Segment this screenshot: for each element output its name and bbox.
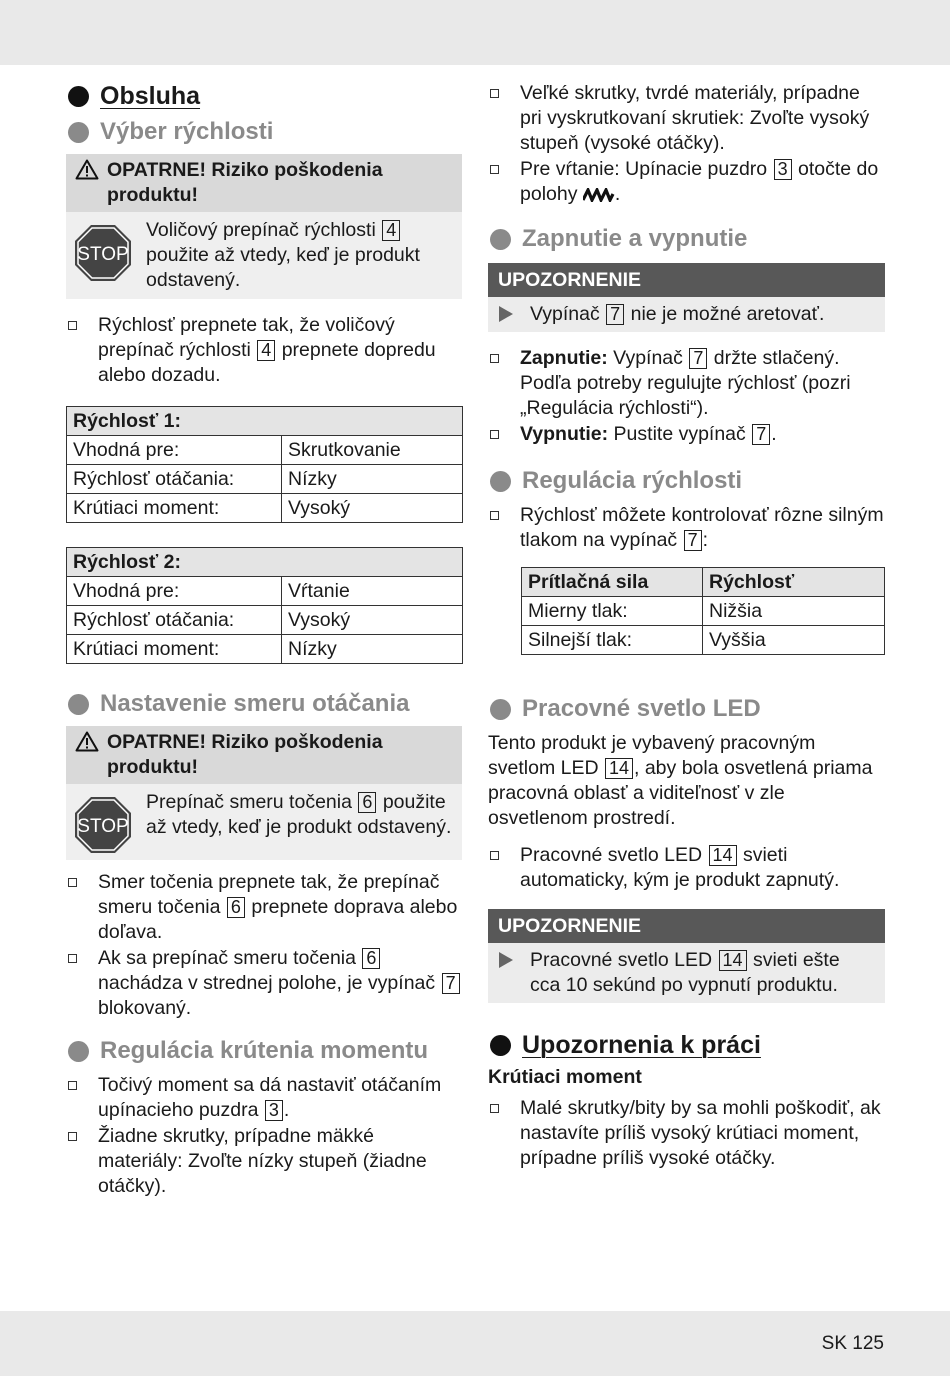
page-number: SK 125 <box>821 1333 884 1354</box>
warning-triangle-icon <box>75 731 99 752</box>
caution-body <box>66 784 462 860</box>
footer-band <box>0 1311 950 1376</box>
table-row: Rýchlosť otáčania: Vysoký <box>67 606 463 635</box>
list-item: Točivý moment sa dá nastaviť otáčaním upínacieho puzdra 3 . <box>66 1073 462 1123</box>
section-heading-obsluha: Obsluha <box>66 80 462 112</box>
bullet-dot <box>68 122 89 143</box>
table-row: Krútiaci moment: Nízky <box>67 635 463 664</box>
regulation-instructions <box>488 503 885 553</box>
heading-zapnutie: Zapnutie a vypnutie <box>488 223 885 255</box>
part-number: 14 <box>719 950 747 971</box>
checkbox-bullet-icon <box>68 321 77 330</box>
table-header: Rýchlosť 1: <box>67 407 463 436</box>
arrow-right-icon <box>499 306 513 322</box>
checkbox-bullet-icon <box>490 89 499 98</box>
stop-sign-icon <box>74 224 132 282</box>
checkbox-bullet-icon <box>490 430 499 439</box>
list-item: Vypnutie: Pustite vypínač 7 . <box>488 422 885 447</box>
heading-regulacia-krutenia: Regulácia krútenia momentu <box>66 1035 462 1067</box>
bullet-dot <box>68 86 89 107</box>
speed2-table <box>66 547 463 664</box>
table-row: Krútiaci moment: Vysoký <box>67 494 463 523</box>
direction-instructions <box>66 870 462 1021</box>
part-number: 6 <box>358 792 376 813</box>
table-row: Vhodná pre: Vŕtanie <box>67 577 463 606</box>
torque-instructions-cont <box>488 81 885 207</box>
part-number: 4 <box>382 220 400 241</box>
led-instructions <box>488 843 885 893</box>
arrow-right-icon <box>499 952 513 968</box>
svg-text:STOP: STOP <box>77 816 129 837</box>
list-item: Smer točenia prepnete tak, že prepínač smeru točenia 6 prepnete doprava alebo doľava. <box>66 870 462 945</box>
subheading-krutiaci-moment: Krútiaci moment <box>488 1066 642 1088</box>
checkbox-bullet-icon <box>490 1104 499 1113</box>
note-body: Pracovné svetlo LED 14 svieti ešte cca 10 sekúnd po vypnutí produktu. <box>488 943 885 1003</box>
list-item: Pre vŕtanie: Upínacie puzdro 3 otočte do polohy . <box>488 157 885 207</box>
caution-text: Prepínač smeru točenia 6 použite až vtedy, keď je produkt odstavený. <box>146 791 452 838</box>
left-column <box>66 78 462 1200</box>
caution-header: OPATRNE! Riziko poškodenia produktu! <box>66 726 462 784</box>
heading-regulacia-rychlosti: Regulácia rýchlosti <box>488 465 885 497</box>
part-number: 3 <box>265 1100 283 1121</box>
caution-header: OPATRNE! Riziko poškodenia produktu! <box>66 154 462 212</box>
part-number: 7 <box>606 304 624 325</box>
part-number: 7 <box>689 348 707 369</box>
bullet-dot <box>490 229 511 250</box>
list-item: Ak sa prepínač smeru točenia 6 nachádza v strednej polohe, je vypínač 7 blokovaný. <box>66 946 462 1021</box>
part-number: 7 <box>752 424 770 445</box>
table-row: Rýchlosť otáčania: Nízky <box>67 465 463 494</box>
list-item: Žiadne skrutky, prípadne mäkké materiály: Zvoľte nízky stupeň (žiadne otáčky). <box>66 1124 462 1199</box>
bullet-dot <box>490 699 511 720</box>
part-number: 6 <box>362 948 380 969</box>
speed-instructions <box>66 313 462 388</box>
checkbox-bullet-icon <box>68 1081 77 1090</box>
part-number: 7 <box>442 973 460 994</box>
note-header: UPOZORNENIE <box>488 263 885 297</box>
drill-mode-icon <box>583 188 615 202</box>
list-item: Veľké skrutky, tvrdé materiály, prípadne pri vyskrutkovaní skrutiek: Zvoľte vysoký stupeň (vysoké otáčky). <box>488 81 885 156</box>
table-row: Mierny tlak: Nižšia <box>522 597 885 626</box>
part-number: 4 <box>257 340 275 361</box>
part-number: 7 <box>684 530 702 551</box>
part-number: 14 <box>709 845 737 866</box>
checkbox-bullet-icon <box>68 954 77 963</box>
heading-pracovne-svetlo: Pracovné svetlo LED <box>488 693 885 725</box>
part-number: 14 <box>605 758 633 779</box>
torque-instructions <box>66 1073 462 1199</box>
note-box-led <box>488 909 885 1003</box>
stop-sign-icon <box>74 796 132 854</box>
led-paragraph: Tento produkt je vybavený pracovným svetlom LED 14 , aby bola osvetlená priama pracovná oblasť a viditeľnosť v zle osvetlenom prostredí. <box>488 732 873 829</box>
caution-box-direction <box>66 726 462 860</box>
bullet-dot <box>68 1041 89 1062</box>
checkbox-bullet-icon <box>68 878 77 887</box>
svg-text:STOP: STOP <box>77 244 129 265</box>
pressure-table <box>521 567 885 655</box>
part-number: 6 <box>227 897 245 918</box>
checkbox-bullet-icon <box>68 1132 77 1141</box>
caution-body <box>66 212 462 299</box>
table-header-row: Prítlačná sila Rýchlosť <box>522 568 885 597</box>
speed1-table <box>66 406 463 523</box>
list-item: Pracovné svetlo LED 14 svieti automaticky, kým je produkt zapnutý. <box>488 843 885 893</box>
part-number: 3 <box>774 159 792 180</box>
checkbox-bullet-icon <box>490 511 499 520</box>
list-item: Malé skrutky/bity by sa mohli poškodiť, ak nastavíte príliš vysoký krútiaci moment, prípadne príliš vysoké otáčky. <box>488 1096 885 1171</box>
list-item: Zapnutie: Vypínač 7 držte stlačený. Podľa potreby regulujte rýchlosť (pozri „Regulácia rýchlosti“). <box>488 346 885 421</box>
top-band <box>0 0 950 65</box>
switch-instructions <box>488 346 885 447</box>
list-item: Rýchlosť môžete kontrolovať rôzne silným tlakom na vypínač 7 : <box>488 503 885 553</box>
bullet-dot <box>68 694 89 715</box>
work-notes <box>488 1096 885 1171</box>
caution-text: Voličový prepínač rýchlosti 4 použite až vtedy, keď je produkt odstavený. <box>146 219 420 291</box>
note-box-switch <box>488 263 885 332</box>
warning-triangle-icon <box>75 159 99 180</box>
caution-box-speed <box>66 154 462 299</box>
checkbox-bullet-icon <box>490 165 499 174</box>
heading-vyber-rychlosti: Výber rýchlosti <box>66 116 462 148</box>
list-item: Rýchlosť prepnete tak, že voličový prepínač rýchlosti 4 prepnete dopredu alebo dozadu. <box>66 313 462 388</box>
table-row: Silnejší tlak: Vyššia <box>522 626 885 655</box>
table-row: Vhodná pre: Skrutkovanie <box>67 436 463 465</box>
note-header: UPOZORNENIE <box>488 909 885 943</box>
heading-nastavenie-smeru: Nastavenie smeru otáčania <box>66 688 462 720</box>
bullet-dot <box>490 471 511 492</box>
right-column <box>488 81 885 1172</box>
section-heading-upozornenia: Upozornenia k práci <box>488 1029 885 1061</box>
checkbox-bullet-icon <box>490 851 499 860</box>
bullet-dot <box>490 1035 511 1056</box>
note-body: Vypínač 7 nie je možné aretovať. <box>488 297 885 332</box>
table-header: Rýchlosť 2: <box>67 548 463 577</box>
checkbox-bullet-icon <box>490 354 499 363</box>
